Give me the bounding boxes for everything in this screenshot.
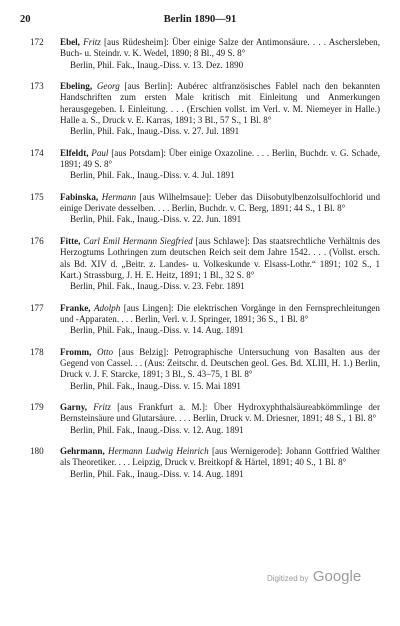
entry-text: [aus Belzig]: Petrographische Untersuchung von Basalten aus der Gegend von Cassel. . . (Aus: Zeitschr. d. Deutschen geol. Ges. Bd. XLIII, H. 1.) Berlin, Druck v. J. F. Starcke, 1891; 3 Bl., S. 43–75, 1 Bl. 8° [60,346,380,380]
author-surname: Garny, [60,401,88,412]
entry-body [60,347,380,392]
author-given-name: Fritz [93,401,111,412]
author-surname: Franke, [60,302,91,313]
bibliography-entry [20,446,380,480]
entry-text: [aus Potsdam]: Über einige Oxazoline. . . . Berlin, Buchdr. v. G. Schade, 1891; 49 S. 8° [60,147,380,170]
dissertation-note: Berlin, Phil. Fak., Inaug.-Diss. v. 15. Mai 1891 [70,380,241,391]
entry-number: 173 [30,81,44,92]
entry-number: 174 [30,147,44,158]
author-given-name: Adolph [94,302,121,313]
entry-number: 177 [30,302,44,313]
dissertation-note: Berlin, Phil. Fak., Inaug.-Diss. v. 4. Jul. 1891 [70,170,235,181]
digitized-watermark [267,568,361,586]
entry-body [60,402,380,436]
author-given-name: Otto [96,346,114,357]
google-logo: Google [312,568,362,585]
entry-number: 172 [30,37,44,47]
entry-list [20,37,380,490]
author-surname: Gehrmann, [60,445,105,456]
bibliography-entry [20,303,380,337]
entry-text: [aus Frankfurt a. M.]: Über Hydroxyphthalsäureabkömmlinge der Bernsteinsäure und Glutarsäure. . . . Berlin, Druck v. M. Driesner, 1891; 48 S., 1 Bl. 8° [60,401,380,424]
author-surname: Ebeling, [60,81,93,92]
dissertation-note: Berlin, Phil. Fak., Inaug.-Diss. v. 23. Febr. 1891 [70,281,245,292]
entry-body [60,236,380,293]
author-given-name: Paul [91,147,109,158]
bibliography-entry [20,402,380,436]
entry-text: [aus Wernigerode]: Johann Gottfried Walther als Theoretiker. . . . Leipzig, Druck v. Breitkopf & Härtel, 1891; 40 S., 1 Bl. 8° [60,445,381,468]
entry-body [60,37,380,71]
entry-text: [aus Berlin]: Aubérec altfranzösisches Fablel nach den bekannten Handschriften zum ersten Male kritisch mit Einleitung und Anmerkungen herausgegeben. I. Einleitung. . . . (Erschien vollst. im Verl. v. M. Niemeyer in Halle.) Halle a. S., Druck v. E. Karras, 1891; 3 Bl., 57 S., 1 Bl. 8° [60,81,381,126]
entry-body [60,303,380,337]
digitized-label: Digitized by [267,574,309,583]
author-surname: Fromm, [60,346,92,357]
dissertation-note: Berlin, Phil. Fak., Inaug.-Diss. v. 13. Dez. 1890 [70,59,244,70]
entry-number: 178 [30,346,44,357]
entry-text: [aus Rüdesheim]: Über einige Salze der Antimonsäure. . . . Aschersleben, Buch- u. Steindr. v. K. Wedel, 1890; 8 Bl., 49 S. 8° [60,37,380,59]
bibliography-entry [20,37,380,71]
author-given-name: Georg [96,81,120,92]
bibliography-entry [20,148,380,182]
entry-body [60,148,380,182]
entry-text: [aus Schlawe]: Das staatsrechtliche Verhältnis des Herzogtums Lothringen zum deutschen Reich seit dem Jahre 1542. . . . (Vollst. ersch. als Bd. XIV d. „Beitr. z. Landes- u. Volkeskunde v. Elsass-Lothr.“ 1891; 102 S., 1 Kart.) Strassburg, J. H. E. Heitz, 1891; 1 Bl., 32 S. 8° [60,235,380,280]
bibliography-entry [20,236,380,293]
entry-number: 179 [30,401,44,412]
entry-body [60,81,380,138]
bibliography-entry [20,347,380,392]
author-given-name: Hermann [101,191,137,202]
entry-body [60,446,380,480]
dissertation-note: Berlin, Phil. Fak., Inaug.-Diss. v. 27. Jul. 1891 [70,126,240,137]
author-surname: Fabinska, [60,191,99,202]
author-given-name: Carl Emil Hermann Siegfried [83,235,193,246]
entry-number: 180 [30,445,44,456]
entry-text: [aus Wilhelmsaue]: Ueber das Diisobutylbenzolsulfochlorid und einige Derivate desselben. . . . Berlin, Buchdr. v. C. Berg, 1891; 44 S., 1 Bl. 8° [60,191,381,214]
author-given-name: Hermann Ludwig Heinrich [108,445,209,456]
author-surname: Ebel, [60,37,80,47]
author-surname: Fitte, [60,235,81,246]
dissertation-note: Berlin, Phil. Fak., Inaug.-Diss. v. 14. Aug. 1891 [70,325,244,336]
dissertation-note: Berlin, Phil. Fak., Inaug.-Diss. v. 12. Aug. 1891 [70,424,244,435]
bibliography-entry [20,81,380,138]
bibliography-entry [20,192,380,226]
page-title: Berlin 1890—91 [163,14,237,25]
author-surname: Elfeldt, [60,147,89,158]
dissertation-note: Berlin, Phil. Fak., Inaug.-Diss. v. 22. Jun. 1891 [70,214,242,225]
entry-text: [aus Lingen]: Die elektrischen Vorgänge in den Fernsprechleitungen und -Apparaten. . . . Berlin, Verl. v. J. Springer, 1891; 36 S., 1 Bl. 8° [60,302,380,324]
entry-number: 175 [30,191,44,202]
entry-number: 176 [30,235,44,246]
page-number: 20 [20,14,31,25]
running-header [20,14,380,28]
entry-body [60,192,380,226]
author-given-name: Fritz [83,37,101,47]
dissertation-note: Berlin, Phil. Fak., Inaug.-Diss. v. 14. Aug. 1891 [70,468,244,479]
